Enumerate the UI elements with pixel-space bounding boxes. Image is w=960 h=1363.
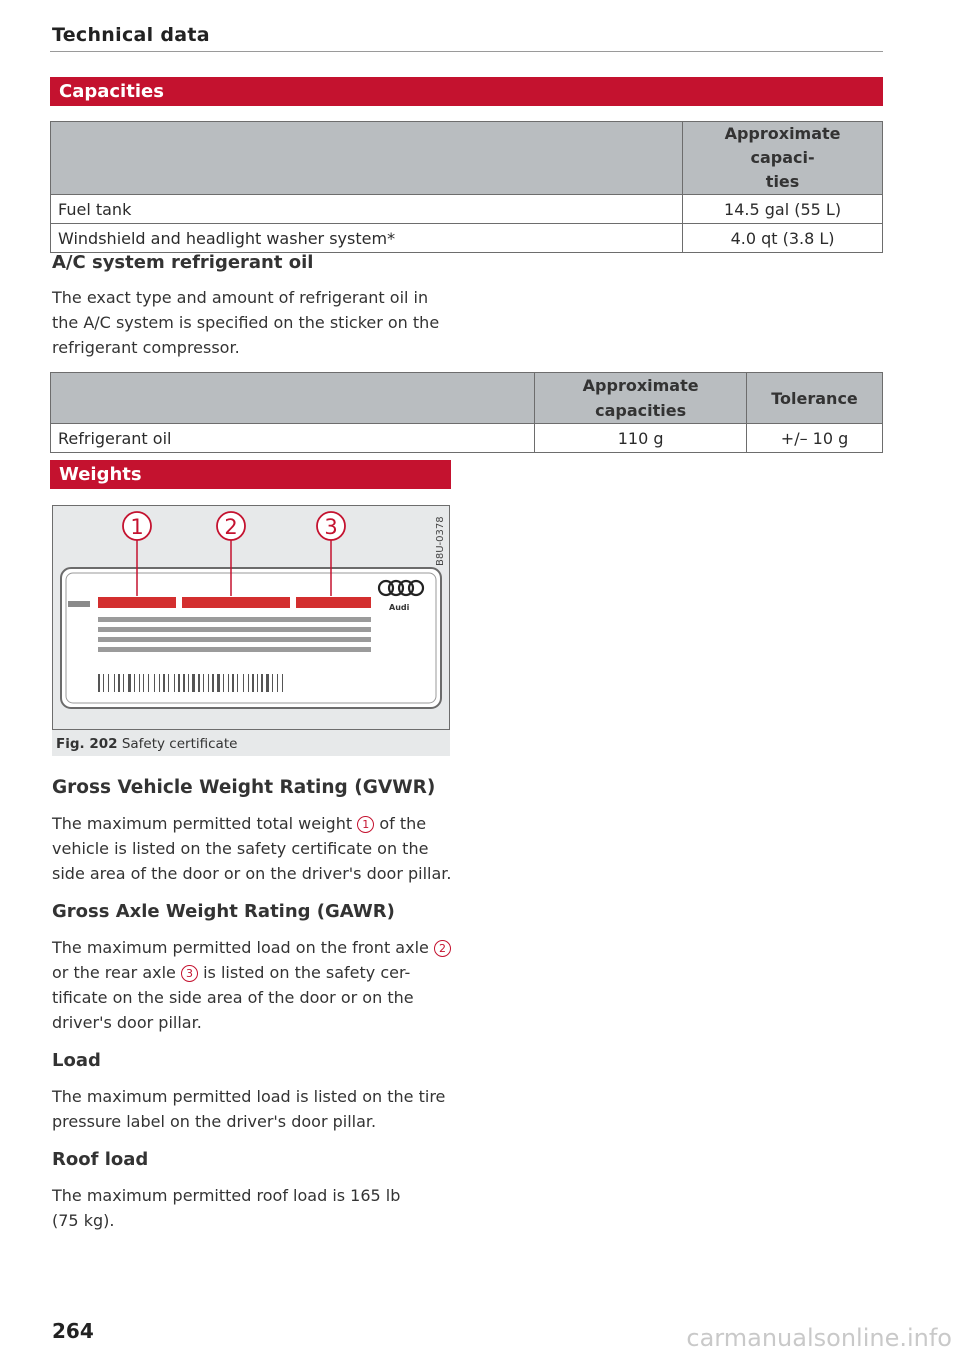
callout-1-label: 1 [130,515,144,539]
capacities-table-blank-header [51,122,683,195]
figure-caption-text: Safety certificate [121,736,238,752]
callout-2-label: 2 [224,515,238,539]
audi-brand-label: Audi [389,603,410,612]
refrigerant-table [50,372,883,453]
rear-axle-field [296,597,371,608]
gawr-text-2: or the rear axle [52,963,176,982]
table-cell-label: Windshield and headlight washer system* [51,224,683,253]
gvwr-text-2: of the vehicle is listed on the safety certificate on the side area of the door or on the driver's door pillar. [52,814,452,883]
callout-2-inline-icon: 2 [434,940,451,957]
callout-3-label: 3 [324,515,338,539]
capacities-heading: Capacities [50,77,883,106]
callout-1-inline-icon: 1 [357,816,374,833]
figure-code: B8U-0378 [435,516,446,566]
header-divider [50,51,883,52]
gvwr-paragraph [52,811,457,886]
refrigerant-table-capacity-header: Approximate capacities [535,373,747,424]
ac-heading: A/C system refrigerant oil [52,252,314,273]
page-number: 264 [52,1319,94,1343]
load-paragraph: The maximum permitted load is listed on the tire pressure label on the driver's door pillar. [52,1087,446,1131]
table-cell-value: 4.0 qt (3.8 L) [683,224,883,253]
page-header-title: Technical data [52,24,210,46]
gawr-text-3: is listed on the safety cer-tificate on the side area of the door or on the driver's door pillar. [52,963,414,1032]
figure-caption-number: Fig. 202 [56,736,118,752]
gvwr-heading: Gross Vehicle Weight Rating (GVWR) [52,777,436,798]
table-cell-label: Fuel tank [51,195,683,224]
capacities-table-header: Approximate capaci- ties [683,122,883,195]
table-cell-value: 110 g [535,424,747,453]
gawr-heading: Gross Axle Weight Rating (GAWR) [52,901,395,922]
refrigerant-table-tolerance-header: Tolerance [747,373,883,424]
figure-caption [56,736,237,752]
table-cell-tolerance: +/– 10 g [747,424,883,453]
refrigerant-table-blank-header [51,373,535,424]
table-cell-label: Refrigerant oil [51,424,535,453]
roof-load-paragraph: The maximum permitted roof load is 165 lb (75 kg). [52,1186,401,1230]
ac-paragraph: The exact type and amount of refrigerant oil in the A/C system is specified on the sticker on the refrigerant compressor. [52,288,440,357]
gawr-paragraph [52,935,452,1035]
callout-3-inline-icon: 3 [181,965,198,982]
gvwr-text-1: The maximum permitted total weight [52,814,353,833]
front-axle-field [182,597,290,608]
roof-load-heading: Roof load [52,1149,149,1170]
table-cell-value: 14.5 gal (55 L) [683,195,883,224]
safety-certificate-figure [52,505,450,730]
gvwr-field [98,597,176,608]
weights-heading: Weights [50,460,451,489]
load-heading: Load [52,1050,101,1071]
capacities-table [50,121,883,253]
site-watermark: carmanualsonline.info [686,1324,952,1352]
safety-certificate-illustration [53,506,449,729]
gawr-text-1: The maximum permitted load on the front axle [52,938,429,957]
